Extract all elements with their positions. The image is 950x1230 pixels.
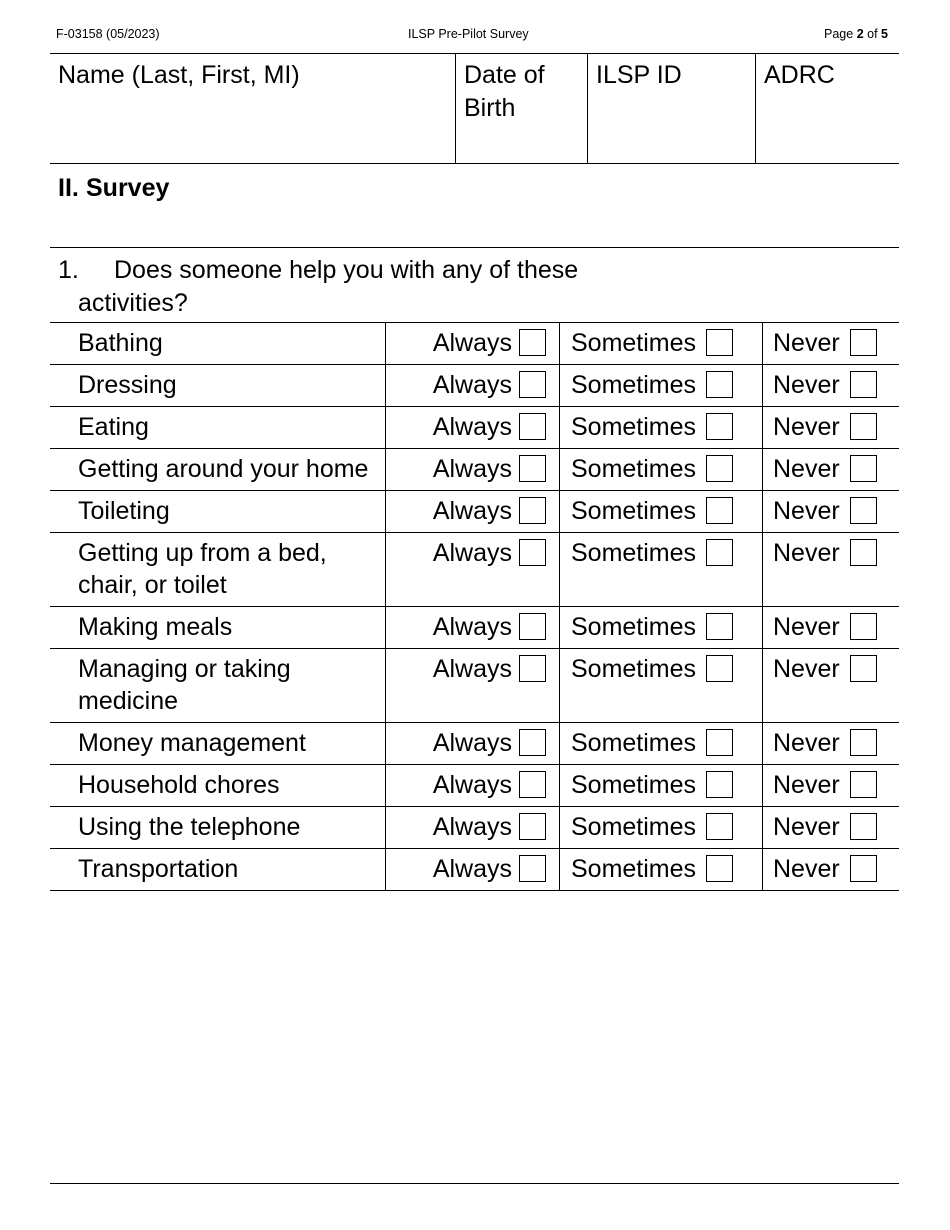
activity-label: Money management xyxy=(50,723,386,765)
ilsp-id-field[interactable] xyxy=(587,54,755,164)
option-cell-always xyxy=(386,491,560,533)
option-label-always: Always xyxy=(432,371,512,399)
always-checkbox[interactable] xyxy=(519,539,546,566)
sometimes-checkbox[interactable] xyxy=(706,497,733,524)
option-cell-never xyxy=(763,807,900,849)
activity-row xyxy=(50,365,899,407)
option-cell-sometimes xyxy=(560,533,763,607)
option-cell-always xyxy=(386,407,560,449)
option-cell-never xyxy=(763,723,900,765)
adrc-label: ADRC xyxy=(764,61,835,89)
option-label-sometimes: Sometimes xyxy=(571,771,697,799)
page-header xyxy=(56,27,888,43)
always-checkbox[interactable] xyxy=(519,455,546,482)
activity-label: Dressing xyxy=(50,365,386,407)
form-number: F-03158 (05/2023) xyxy=(56,27,160,41)
sometimes-checkbox[interactable] xyxy=(706,813,733,840)
never-checkbox[interactable] xyxy=(850,455,877,482)
activity-row xyxy=(50,607,899,649)
option-label-always: Always xyxy=(432,413,512,441)
option-cell-never xyxy=(763,365,900,407)
never-checkbox[interactable] xyxy=(850,371,877,398)
option-label-never: Never xyxy=(773,329,840,357)
option-cell-always xyxy=(386,607,560,649)
option-cell-always xyxy=(386,533,560,607)
option-cell-always xyxy=(386,765,560,807)
activity-label: Getting around your home xyxy=(50,449,386,491)
option-label-sometimes: Sometimes xyxy=(571,539,697,567)
page-label: Page xyxy=(824,27,854,41)
option-label-sometimes: Sometimes xyxy=(571,455,697,483)
option-cell-sometimes xyxy=(560,323,763,365)
section-title: Survey xyxy=(86,174,170,202)
always-checkbox[interactable] xyxy=(519,371,546,398)
page-of: of xyxy=(867,27,878,41)
sometimes-checkbox[interactable] xyxy=(706,329,733,356)
always-checkbox[interactable] xyxy=(519,413,546,440)
option-cell-always xyxy=(386,723,560,765)
activity-row xyxy=(50,649,899,723)
option-cell-always xyxy=(386,365,560,407)
activities-table xyxy=(50,322,899,891)
option-label-never: Never xyxy=(773,371,840,399)
activity-row xyxy=(50,491,899,533)
always-checkbox[interactable] xyxy=(519,771,546,798)
page-indicator xyxy=(824,27,888,41)
option-cell-sometimes xyxy=(560,365,763,407)
never-checkbox[interactable] xyxy=(850,771,877,798)
option-cell-always xyxy=(386,649,560,723)
option-label-never: Never xyxy=(773,539,840,567)
option-cell-sometimes xyxy=(560,407,763,449)
footer-divider xyxy=(50,1183,899,1184)
sometimes-checkbox[interactable] xyxy=(706,455,733,482)
option-cell-never xyxy=(763,649,900,723)
option-label-sometimes: Sometimes xyxy=(571,655,697,683)
sometimes-checkbox[interactable] xyxy=(706,413,733,440)
page-current: 2 xyxy=(856,27,864,41)
question-number: 1. xyxy=(58,256,79,284)
section-heading xyxy=(58,174,169,203)
adrc-field[interactable] xyxy=(755,54,899,164)
activity-label: Managing or taking medicine xyxy=(50,649,386,723)
option-label-sometimes: Sometimes xyxy=(571,729,697,757)
sometimes-checkbox[interactable] xyxy=(706,729,733,756)
never-checkbox[interactable] xyxy=(850,855,877,882)
option-label-sometimes: Sometimes xyxy=(571,613,697,641)
activity-row xyxy=(50,323,899,365)
option-cell-sometimes xyxy=(560,491,763,533)
activity-row xyxy=(50,449,899,491)
form-title: ILSP Pre-Pilot Survey xyxy=(408,27,529,41)
activity-row xyxy=(50,723,899,765)
option-label-sometimes: Sometimes xyxy=(571,329,697,357)
sometimes-checkbox[interactable] xyxy=(706,539,733,566)
option-cell-never xyxy=(763,491,900,533)
option-label-always: Always xyxy=(432,771,512,799)
option-cell-never xyxy=(763,607,900,649)
option-cell-sometimes xyxy=(560,849,763,891)
option-label-never: Never xyxy=(773,497,840,525)
option-label-sometimes: Sometimes xyxy=(571,813,697,841)
activity-label: Transportation xyxy=(50,849,386,891)
option-cell-sometimes xyxy=(560,765,763,807)
activity-row xyxy=(50,533,899,607)
always-checkbox[interactable] xyxy=(519,613,546,640)
activity-label: Eating xyxy=(50,407,386,449)
question-1 xyxy=(50,247,899,322)
identification-table xyxy=(50,53,899,164)
always-checkbox[interactable] xyxy=(519,655,546,682)
never-checkbox[interactable] xyxy=(850,539,877,566)
option-cell-always xyxy=(386,849,560,891)
option-label-never: Never xyxy=(773,613,840,641)
option-label-always: Always xyxy=(432,455,512,483)
option-label-never: Never xyxy=(773,813,840,841)
option-label-always: Always xyxy=(432,855,512,883)
always-checkbox[interactable] xyxy=(519,729,546,756)
option-cell-sometimes xyxy=(560,607,763,649)
option-cell-never xyxy=(763,533,900,607)
never-checkbox[interactable] xyxy=(850,613,877,640)
activity-label: Making meals xyxy=(50,607,386,649)
never-checkbox[interactable] xyxy=(850,655,877,682)
option-cell-never xyxy=(763,849,900,891)
option-label-always: Always xyxy=(432,813,512,841)
dob-label: Date of Birth xyxy=(464,61,545,122)
option-label-sometimes: Sometimes xyxy=(571,497,697,525)
option-label-never: Never xyxy=(773,413,840,441)
never-checkbox[interactable] xyxy=(850,813,877,840)
option-label-sometimes: Sometimes xyxy=(571,413,697,441)
option-cell-sometimes xyxy=(560,723,763,765)
sometimes-checkbox[interactable] xyxy=(706,613,733,640)
sometimes-checkbox[interactable] xyxy=(706,771,733,798)
never-checkbox[interactable] xyxy=(850,729,877,756)
always-checkbox[interactable] xyxy=(519,497,546,524)
option-cell-sometimes xyxy=(560,449,763,491)
option-label-always: Always xyxy=(432,329,512,357)
activity-label: Using the telephone xyxy=(50,807,386,849)
option-label-always: Always xyxy=(432,613,512,641)
option-label-never: Never xyxy=(773,855,840,883)
question-text: Does someone help you with any of these activities? xyxy=(78,256,579,317)
option-label-always: Always xyxy=(432,729,512,757)
section-number: II. xyxy=(58,174,79,202)
never-checkbox[interactable] xyxy=(850,497,877,524)
name-field[interactable] xyxy=(50,54,455,164)
page-total: 5 xyxy=(881,27,888,41)
option-cell-sometimes xyxy=(560,807,763,849)
activity-label: Getting up from a bed, chair, or toilet xyxy=(50,533,386,607)
option-label-never: Never xyxy=(773,655,840,683)
option-label-always: Always xyxy=(432,655,512,683)
option-cell-never xyxy=(763,765,900,807)
always-checkbox[interactable] xyxy=(519,813,546,840)
sometimes-checkbox[interactable] xyxy=(706,655,733,682)
never-checkbox[interactable] xyxy=(850,413,877,440)
option-label-never: Never xyxy=(773,729,840,757)
option-label-always: Always xyxy=(432,497,512,525)
option-cell-always xyxy=(386,807,560,849)
always-checkbox[interactable] xyxy=(519,329,546,356)
activity-row xyxy=(50,807,899,849)
sometimes-checkbox[interactable] xyxy=(706,371,733,398)
activity-row xyxy=(50,849,899,891)
option-cell-never xyxy=(763,323,900,365)
ilsp-id-label: ILSP ID xyxy=(596,61,682,89)
never-checkbox[interactable] xyxy=(850,329,877,356)
option-cell-always xyxy=(386,449,560,491)
option-cell-always xyxy=(386,323,560,365)
option-cell-never xyxy=(763,407,900,449)
option-cell-never xyxy=(763,449,900,491)
activity-row xyxy=(50,407,899,449)
option-label-never: Never xyxy=(773,771,840,799)
activity-label: Household chores xyxy=(50,765,386,807)
dob-field[interactable] xyxy=(455,54,587,164)
activity-label: Bathing xyxy=(50,323,386,365)
name-label: Name (Last, First, MI) xyxy=(58,61,300,89)
option-label-always: Always xyxy=(432,539,512,567)
sometimes-checkbox[interactable] xyxy=(706,855,733,882)
option-label-sometimes: Sometimes xyxy=(571,371,697,399)
activity-label: Toileting xyxy=(50,491,386,533)
always-checkbox[interactable] xyxy=(519,855,546,882)
option-label-never: Never xyxy=(773,455,840,483)
option-cell-sometimes xyxy=(560,649,763,723)
activity-row xyxy=(50,765,899,807)
option-label-sometimes: Sometimes xyxy=(571,855,697,883)
